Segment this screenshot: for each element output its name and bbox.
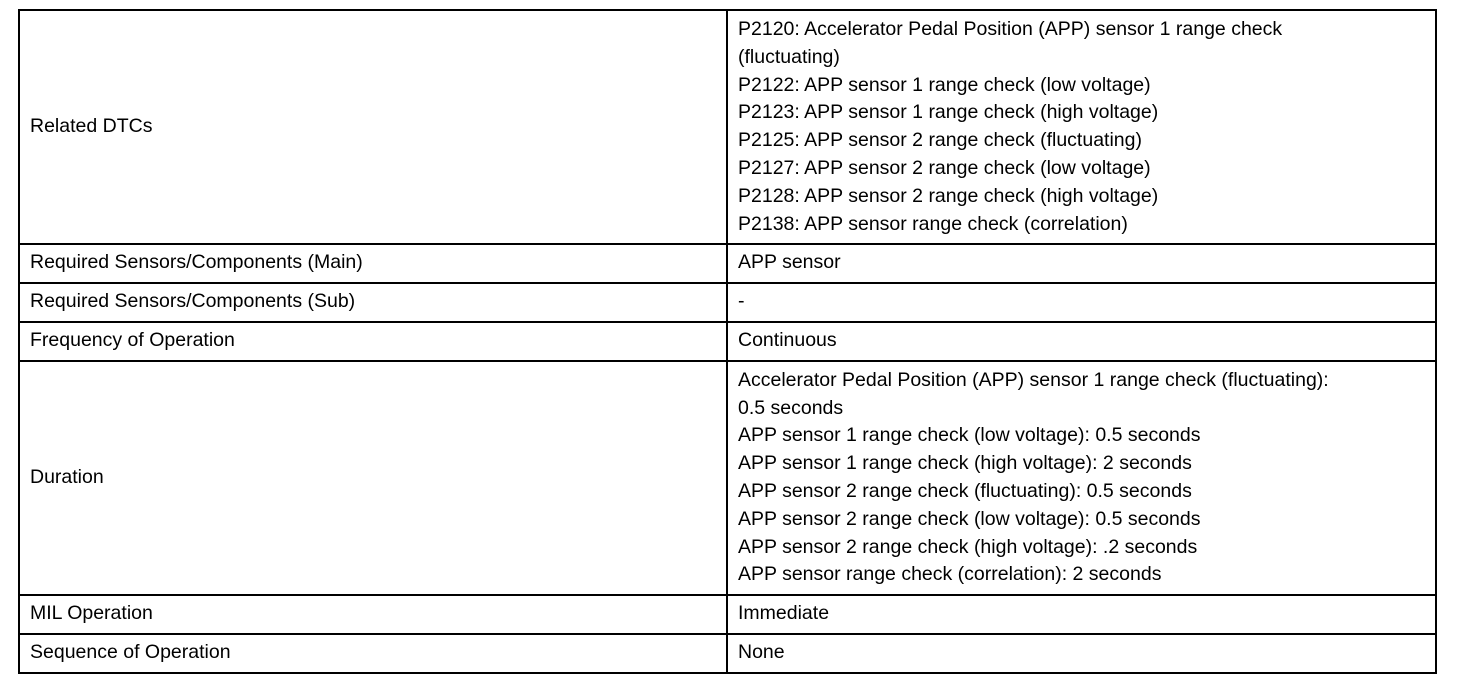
monitor-specification-table [18, 9, 1437, 674]
row-value [727, 10, 1436, 244]
value-line: APP sensor 2 range check (fluctuating): 0.5 seconds [738, 479, 1192, 502]
value-line: APP sensor 2 range check (low voltage): 0.5 seconds [738, 507, 1201, 530]
table-row-sequence-of-operation [19, 634, 1436, 673]
row-label: Required Sensors/Components (Sub) [19, 283, 727, 322]
row-value [727, 361, 1436, 595]
row-label: Duration [19, 361, 727, 595]
value-line: 0.5 seconds [738, 396, 844, 419]
value-line: APP sensor 2 range check (high voltage): .2 seconds [738, 535, 1198, 558]
row-label: Frequency of Operation [19, 322, 727, 361]
table-row-frequency-of-operation [19, 322, 1436, 361]
value-line: Accelerator Pedal Position (APP) sensor 1 range check (fluctuating): [738, 368, 1329, 391]
table-row-related-dtcs [19, 10, 1436, 244]
table-row-duration [19, 361, 1436, 595]
row-value: APP sensor [727, 244, 1436, 283]
row-label: MIL Operation [19, 595, 727, 634]
table-row-required-sensors-sub [19, 283, 1436, 322]
row-label: Related DTCs [19, 10, 727, 244]
value-line: APP sensor range check (correlation): 2 seconds [738, 563, 1162, 586]
value-line: (fluctuating) [738, 45, 840, 68]
value-line: P2138: APP sensor range check (correlation) [738, 212, 1128, 235]
row-label: Required Sensors/Components (Main) [19, 244, 727, 283]
row-label: Sequence of Operation [19, 634, 727, 673]
value-line: P2128: APP sensor 2 range check (high voltage) [738, 184, 1159, 207]
value-line: P2120: Accelerator Pedal Position (APP) sensor 1 range check [738, 18, 1283, 40]
row-value: None [727, 634, 1436, 673]
value-line: APP sensor 1 range check (high voltage): 2 seconds [738, 452, 1192, 475]
value-line: P2125: APP sensor 2 range check (fluctuating) [738, 129, 1142, 152]
table-row-required-sensors-main [19, 244, 1436, 283]
row-value: - [727, 283, 1436, 322]
row-value: Immediate [727, 595, 1436, 634]
table-row-mil-operation [19, 595, 1436, 634]
value-line: P2127: APP sensor 2 range check (low voltage) [738, 156, 1151, 179]
value-line: APP sensor 1 range check (low voltage): 0.5 seconds [738, 424, 1201, 447]
value-line: P2122: APP sensor 1 range check (low voltage) [738, 73, 1151, 96]
value-line: P2123: APP sensor 1 range check (high voltage) [738, 101, 1159, 124]
row-value: Continuous [727, 322, 1436, 361]
